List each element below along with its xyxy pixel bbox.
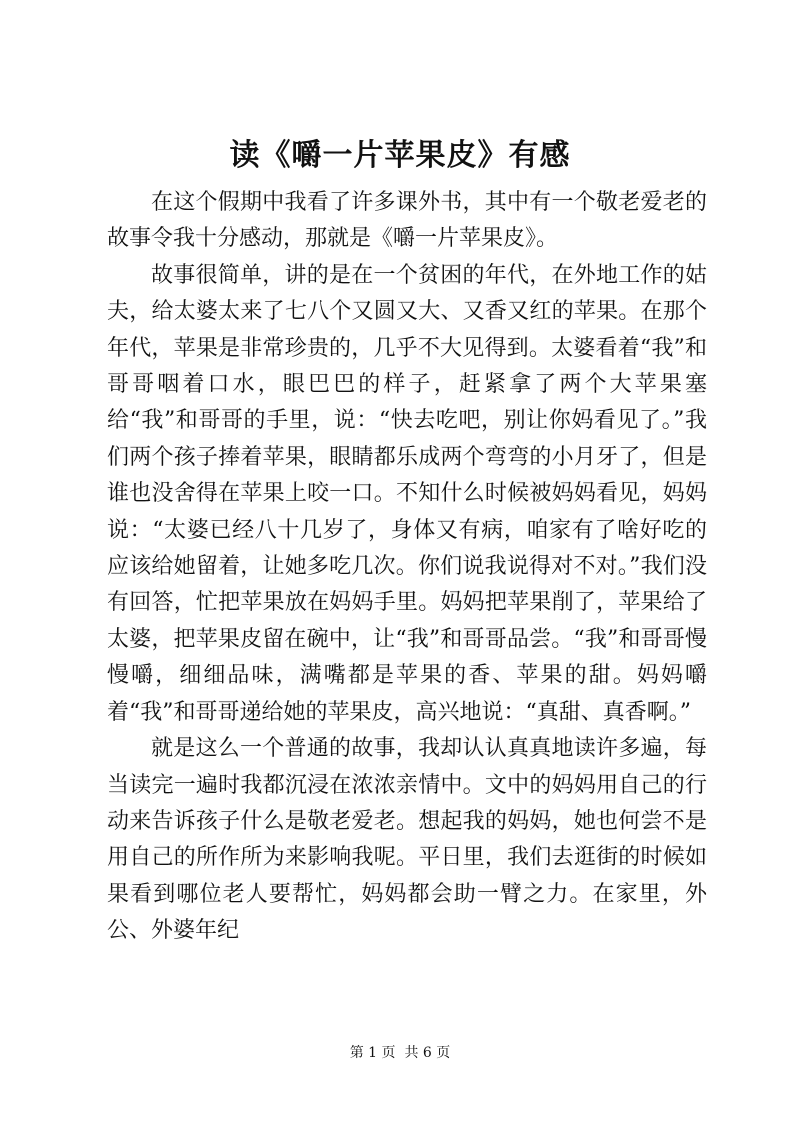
document-title: 读《嚼一片苹果皮》有感	[229, 138, 571, 173]
paragraph-2: 故事很简单，讲的是在一个贫困的年代，在外地工作的姑夫，给太婆太来了七八个又圆又大、又香又红的苹果。在那个年代，苹果是非常珍贵的，几乎不大见得到。太婆看着“我”和哥哥咽着口水，眼巴巴的样子，赶紧拿了两个大苹果塞给“我”和哥哥的手里，说：“快去吃吧，别让你妈看见了。”我们两个孩子捧着苹果，眼睛都乐成两个弯弯的小月牙了，但是谁也没舍得在苹果上咬一口。不知什么时候被妈妈看见，妈妈说：“太婆已经八十几岁了，身体又有病，咱家有了啥好吃的应该给她留着，让她多吃几次。你们说我说得对不对。”我们没有回答，忙把苹果放在妈妈手里。妈妈把苹果削了，苹果给了太婆，把苹果皮留在碗中，让“我”和哥哥品尝。“我”和哥哥慢慢嚼，细细品味，满嘴都是苹果的香、苹果的甜。妈妈嚼着“我”和哥哥递给她的苹果皮，高兴地说：“真甜、真香啊。”	[107, 262, 707, 725]
page-footer	[0, 1043, 800, 1063]
document-body	[107, 185, 707, 950]
paragraph-3: 就是这么一个普通的故事，我却认认真真地读许多遍，每当读完一遍时我都沉浸在浓浓亲情中。文中的妈妈用自己的行动来告诉孩子什么是敬老爱老。想起我的妈妈，她也何尝不是用自己的所作所为来影响我呢。平日里，我们去逛街的时候如果看到哪位老人要帮忙，妈妈都会助一臂之力。在家里，外公、外婆年纪	[107, 736, 707, 944]
paragraph-1: 在这个假期中我看了许多课外书，其中有一个敬老爱老的故事令我十分感动，那就是《嚼一片苹果皮》。	[107, 190, 707, 252]
page-number-label: 第 1 页 共 6 页	[349, 1045, 451, 1061]
